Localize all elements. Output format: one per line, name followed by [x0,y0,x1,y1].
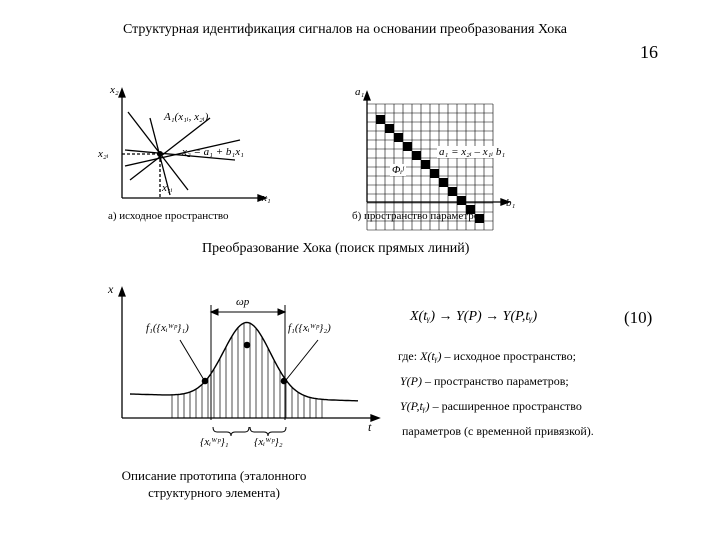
axis-y-label-a: x₂ [110,84,119,96]
left-func-label: f₁({xᵢᵂᵖ}₁) [146,322,189,334]
hough-subtitle: Преобразование Хока (поиск прямых линий) [202,241,470,256]
cell-label-phi: Φᵢʲ [392,164,404,176]
caption-a: а) исходное пространство [108,210,229,222]
bottom-right-set: {xᵢᵂᵖ}₂ [254,436,283,448]
axis-x-label-b: b₁ [506,197,516,209]
where-prefix: где: [398,349,418,363]
line-equation-b: a₁ = x₂ᵢ – x₁ᵢ b₁ [439,146,506,158]
term-ypt-desc: – расширенное пространство [429,399,582,413]
caption-b: б) пространство параметров [352,210,485,222]
term-ypt: Y(P,tᵧ) [400,399,430,413]
prototype-caption [104,467,324,501]
term-x-desc: – исходное пространство; [441,349,576,363]
tick-label-x1i: x₁ᵢ [162,182,173,194]
width-label-omega: ωp [236,296,250,308]
right-func-label: f₁({xᵢᵂᵖ}₂) [288,322,331,334]
where-line-3 [400,399,582,414]
where-line-2 [400,374,569,389]
axis-x-label-a: x₁ [262,192,271,204]
axis-y-label-b: a₁ [355,86,365,98]
equation-number: (10) [624,308,653,327]
page-number: 16 [640,42,658,62]
prototype-caption-line-2: структурного элемента) [148,485,280,500]
where-line-1 [398,349,576,364]
point-label-a1: A₁(x₁ᵢ, x₂ᵢ) [164,111,209,123]
axis-y-label-c: x [108,282,114,296]
line-equation-a: x₂ = a₁ + b₁x₁ [182,146,244,158]
bottom-left-set: {xᵢᵂᵖ}₁ [200,436,229,448]
axis-x-label-c: t [368,420,372,434]
where-line-4: параметров (с временной привязкой). [402,424,594,438]
term-y: Y(P) [400,374,422,388]
term-x: X(tᵧ) [420,349,442,363]
tick-label-x2i: x₂ᵢ [98,148,109,160]
hough-formula: X(tᵧ) → Y(P) → Y(P,tᵧ) [410,309,538,324]
term-y-desc: – пространство параметров; [422,374,569,388]
page-title: Структурная идентификация сигналов на основании преобразования Хока [122,22,567,37]
prototype-caption-line-1: Описание прототипа (эталонного [121,468,307,483]
